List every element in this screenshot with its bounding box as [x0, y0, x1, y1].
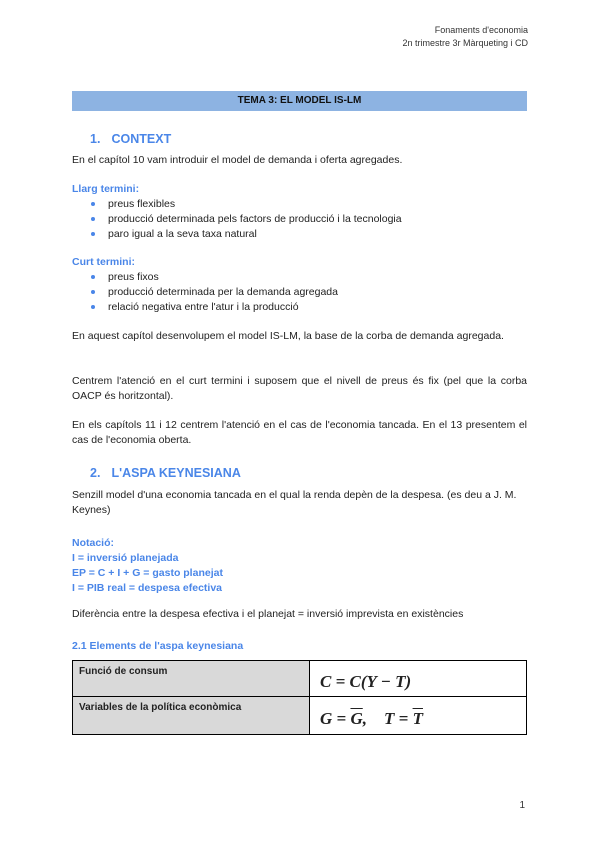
notation-line: EP = C + I + G = gasto planejat	[72, 567, 223, 579]
table-cell-label: Funció de consum	[73, 661, 310, 697]
table-row	[73, 661, 527, 697]
elements-table	[72, 660, 527, 735]
list-item: paro igual a la seva taxa natural	[72, 227, 402, 242]
paragraph-is-lm: En aquest capítol desenvolupem el model IS-LM, la base de la corba de demanda agregada.	[72, 330, 504, 342]
short-term-title: Curt termini:	[72, 256, 135, 268]
section-2-title: L'ASPA KEYNESIANA	[111, 466, 241, 480]
bullet-icon	[91, 275, 95, 279]
bullet-icon	[91, 217, 95, 221]
section-2-heading	[90, 466, 241, 480]
section-1-heading	[90, 132, 171, 146]
long-term-title: Llarg termini:	[72, 183, 140, 195]
section-2-paragraph: Senzill model d'una economia tancada en el qual la renda depèn de la despesa. (es deu a J. M. Keynes)	[72, 489, 517, 516]
list-item: relació negativa entre l'atur i la producció	[72, 300, 338, 315]
table-cell-label: Variables de la política econòmica	[73, 697, 310, 735]
section-1-number: 1.	[90, 132, 101, 146]
policy-formula: $G = \overline{G}$, $T = \overline{T}$	[310, 697, 527, 735]
notation-line: I = inversió planejada	[72, 552, 179, 564]
list-item: producció determinada per la demanda agregada	[72, 285, 338, 300]
list-item: preus fixos	[72, 270, 338, 285]
table-row	[73, 697, 527, 735]
page-header	[402, 24, 528, 50]
consumption-formula: C = C(Y − T)	[310, 661, 527, 697]
list-item: preus flexibles	[72, 197, 402, 212]
header-course: Fonaments d'economia	[434, 25, 528, 35]
section-1-title: CONTEXT	[111, 132, 172, 146]
bullet-icon	[91, 232, 95, 236]
notation-line: I = PIB real = despesa efectiva	[72, 582, 223, 594]
bullet-icon	[91, 202, 95, 206]
bullet-icon	[91, 290, 95, 294]
paragraph-short-term: Centrem l'atenció en el curt termini i suposem que el nivell de preus és fix (pel que la corba OACP és horitzontal).	[72, 375, 527, 402]
paragraph-chapters: En els capítols 11 i 12 centrem l'atenció en el cas de l'economia tancada. En el 13 presentem el cas de l'economia oberta.	[72, 419, 527, 446]
section-2-number: 2.	[90, 466, 101, 480]
difference-paragraph: Diferència entre la despesa efectiva i el planejat = inversió imprevista en existències	[72, 608, 464, 620]
bullet-icon	[91, 305, 95, 309]
header-term: 2n trimestre 3r Màrqueting i CD	[402, 38, 528, 48]
page-number: 1	[519, 800, 525, 811]
notation-title: Notació:	[72, 537, 114, 549]
subsection-heading: 2.1 Elements de l'aspa keynesiana	[72, 640, 244, 652]
list-item: producció determinada pels factors de producció i la tecnologia	[72, 212, 402, 227]
short-term-list	[72, 270, 338, 315]
long-term-list	[72, 197, 402, 242]
intro-paragraph: En el capítol 10 vam introduir el model de demanda i oferta agregades.	[72, 154, 403, 166]
notation-block	[72, 536, 223, 596]
topic-banner: TEMA 3: EL MODEL IS-LM	[72, 91, 527, 111]
